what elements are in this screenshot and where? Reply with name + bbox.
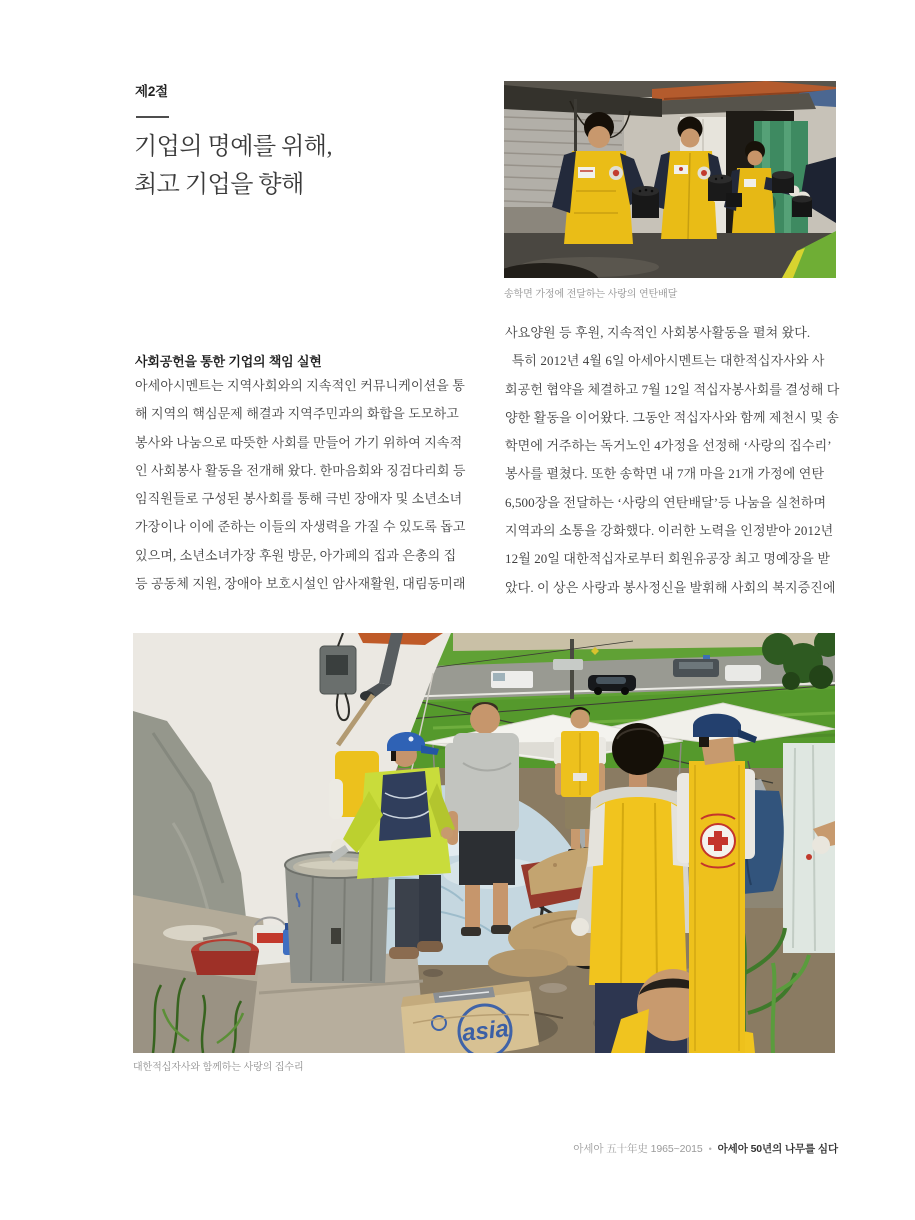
section-label: 제2절 — [135, 84, 168, 99]
article-heading: 사회공헌을 통한 기업의 책임 실현 — [135, 354, 322, 369]
text-line: 봉사와 나눔으로 따뜻한 사회를 만들어 가기 위하여 지속적 — [135, 434, 463, 450]
footer-separator: • — [708, 1143, 712, 1154]
title-rule — [136, 116, 169, 118]
top-photo — [504, 81, 836, 278]
top-photo-caption: 송학면 가정에 전달하는 사랑의 연탄배달 — [504, 289, 678, 300]
text-line: 12월 20일 대한적십자로부터 회원유공장 최고 명예장을 받 — [505, 551, 830, 567]
page-title-line2: 최고 기업을 향해 — [134, 172, 304, 198]
text-line: 지역과의 소통을 강화했다. 이러한 노력을 인정받아 2012년 — [505, 523, 834, 539]
footer-chapter-title: 아세아 50년의 나무를 심다 — [717, 1143, 838, 1155]
text-line: 인 사회봉사 활동을 전개해 왔다. 한마음회와 징검다리회 등 — [135, 462, 466, 478]
right-column — [505, 319, 845, 607]
text-line: 임직원들로 구성된 봉사회를 통해 극빈 장애자 및 소년소녀 — [135, 491, 463, 507]
text-line: 양한 활동을 이어왔다. 그동안 적십자사와 함께 제천시 및 송 — [505, 409, 839, 425]
text-line: 회공헌 협약을 체결하고 7월 12일 적십자봉사회를 결성해 다 — [505, 381, 840, 397]
volunteer-red-cross-vest — [677, 714, 757, 1053]
bottom-photo-illustration — [133, 633, 835, 1053]
top-photo-illustration — [504, 81, 836, 278]
text-line: 해 지역의 핵심문제 해결과 지역주민과의 화합을 도모하고 — [135, 406, 459, 422]
left-column — [135, 372, 475, 602]
page-footer — [573, 1141, 838, 1156]
text-line: 아세아시멘트는 지역사회와의 지속적인 커뮤니케이션을 통 — [135, 378, 465, 393]
page-title — [134, 128, 332, 204]
cement-bag-brand-text: asia — [460, 1015, 511, 1047]
text-line: 학면에 거주하는 독거노인 4가정을 선정해 ‘사랑의 집수리’ — [505, 438, 832, 454]
text-line: 봉사를 펼쳤다. 또한 송학면 내 7개 마을 21개 가정에 연탄 — [505, 466, 825, 482]
page-title-line1: 기업의 명예를 위해, — [134, 134, 332, 160]
text-line: 있으며, 소년소녀가장 후원 방문, 아가페의 집과 은총의 집 — [135, 547, 457, 563]
text-line: 특히 2012년 4월 6일 아세아시멘트는 대한적십자사와 사 — [505, 353, 825, 369]
bottom-photo — [133, 633, 835, 1053]
text-line: 았다. 이 상은 사랑과 봉사정신을 발휘해 사회의 복지증진에 — [505, 579, 836, 595]
bottom-photo-caption: 대한적십자사와 함께하는 사랑의 집수리 — [133, 1062, 304, 1073]
text-line: 6,500장을 전달하는 ‘사랑의 연탄배달’등 나눔을 실천하며 — [505, 494, 827, 510]
text-line: 등 공동체 지원, 장애아 보호시설인 암사재활원, 대림동미래 — [135, 576, 466, 592]
text-line: 사요양원 등 후원, 지속적인 사회봉사활동을 펼쳐 왔다. — [505, 325, 811, 340]
text-line: 가장이나 이에 준하는 이들의 자생력을 가질 수 있도록 돕고 — [135, 519, 466, 535]
footer-book-title: 아세아 五十年史 1965~2015 — [573, 1143, 703, 1155]
